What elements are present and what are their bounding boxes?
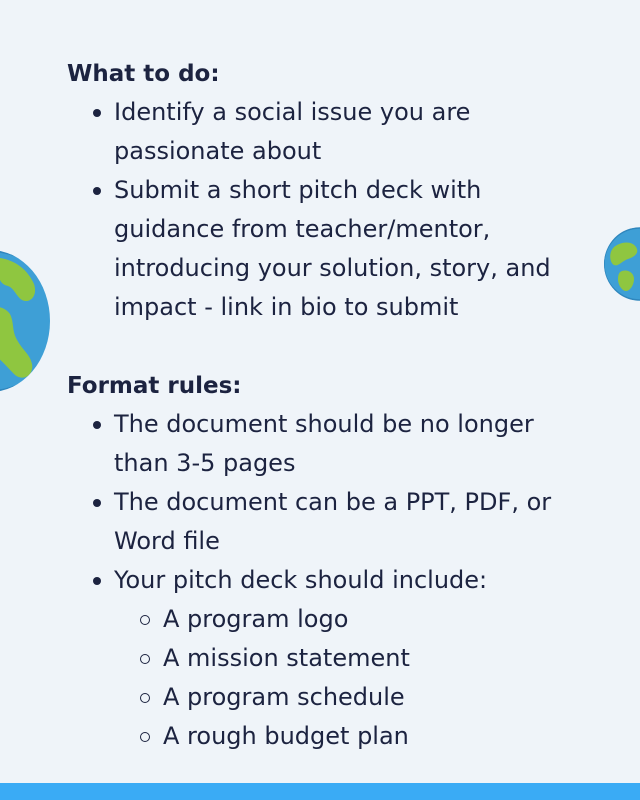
list-item (67, 561, 587, 756)
bottom-accent-bar (0, 783, 640, 800)
list-item: Identify a social issue you are passionate about (67, 93, 587, 171)
list-item-label: Your pitch deck should include: (114, 566, 488, 594)
globe-icon-right (604, 227, 640, 301)
pitch-deck-sublist (114, 600, 587, 756)
list-item: The document should be no longer than 3-5 pages (67, 405, 587, 483)
format-rules-heading: Format rules: (67, 373, 242, 399)
sublist-item: A program schedule (114, 678, 587, 717)
sublist-item: A mission statement (114, 639, 587, 678)
instructions-content (67, 58, 587, 756)
format-rules-list (67, 405, 587, 756)
list-item: The document can be a PPT, PDF, or Word file (67, 483, 587, 561)
what-to-do-list (67, 93, 587, 327)
sublist-item: A rough budget plan (114, 717, 587, 756)
sublist-item: A program logo (114, 600, 587, 639)
list-item: Submit a short pitch deck with guidance from teacher/mentor, introducing your solution, story, and impact - link in bio to submit (67, 171, 587, 327)
globe-icon-left (0, 250, 50, 392)
what-to-do-heading: What to do: (67, 61, 220, 87)
